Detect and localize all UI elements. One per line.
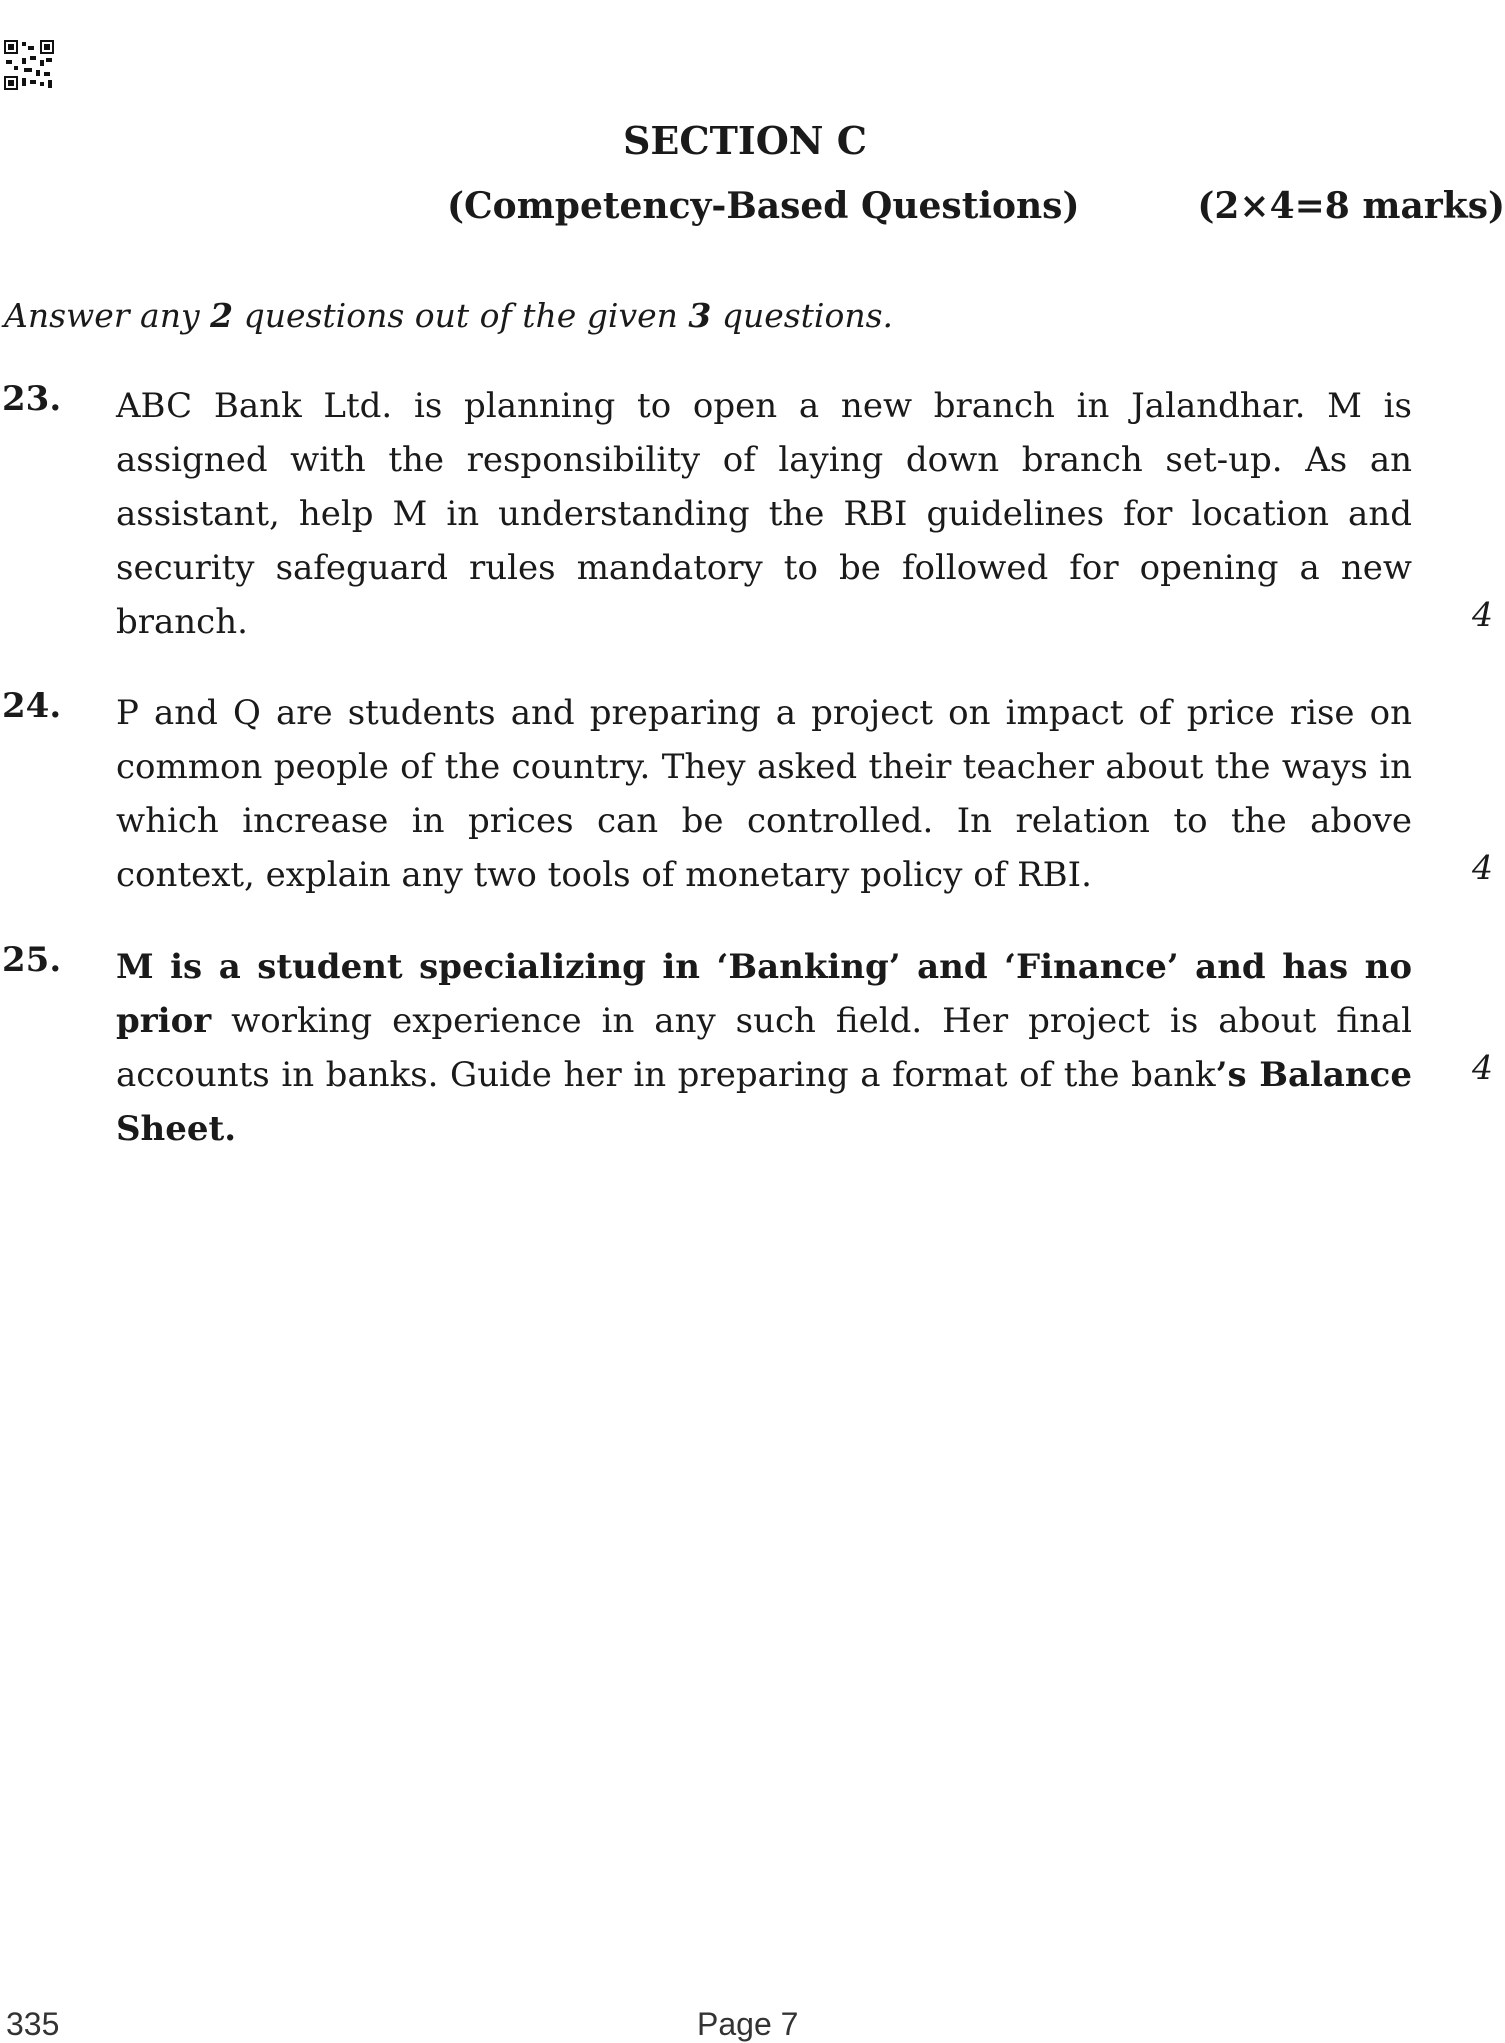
instruction-text <box>4 296 893 335</box>
question-marks: 4 <box>1472 1048 1493 1087</box>
instruction-pre: Answer any <box>4 296 211 335</box>
question-text: ABC Bank Ltd. is planning to open a new branch in Jalandhar. M is assigned with the responsibility of laying down branch set-up. As an assistant, help M in understanding the RBI guidelines for location and security safeguard rules mandatory to be followed for opening a new branch. <box>116 386 1412 642</box>
question-number: 25. <box>2 940 62 980</box>
question-text-plain: working experience in any such field. Her project is about final accounts in banks. Guide her in preparing a format of the bank <box>116 1001 1412 1095</box>
instruction-count-given: 3 <box>688 296 712 335</box>
question-marks: 4 <box>1472 848 1493 887</box>
qr-code-icon <box>4 40 54 90</box>
section-marks: (2×4=8 marks) <box>1197 185 1505 227</box>
question-text-bold-tail: ’s Balance Sheet. <box>116 1055 1412 1149</box>
section-subtitle: (Competency-Based Questions) <box>447 185 1080 227</box>
question-marks: 4 <box>1472 595 1493 634</box>
question-text <box>116 940 1412 1156</box>
section-title: SECTION C <box>622 118 867 163</box>
question-text-bold-lead: M is a student specializing in ‘Banking’ and ‘Finance’ and has no prior <box>116 947 1412 1041</box>
instruction-mid: questions out of the given <box>233 296 689 335</box>
page-number: Page 7 <box>697 2006 799 2042</box>
question-number: 23. <box>2 379 62 419</box>
question-number: 24. <box>2 686 62 726</box>
instruction-post: questions. <box>711 296 894 335</box>
instruction-count-answer: 2 <box>210 296 234 335</box>
paper-code: 335 <box>6 2006 60 2042</box>
question-text: P and Q are students and preparing a project on impact of price rise on common people of the country. They asked their teacher about the ways in which increase in prices can be controlled. In relation to the above context, explain any two tools of monetary policy of RBI. <box>116 693 1412 895</box>
